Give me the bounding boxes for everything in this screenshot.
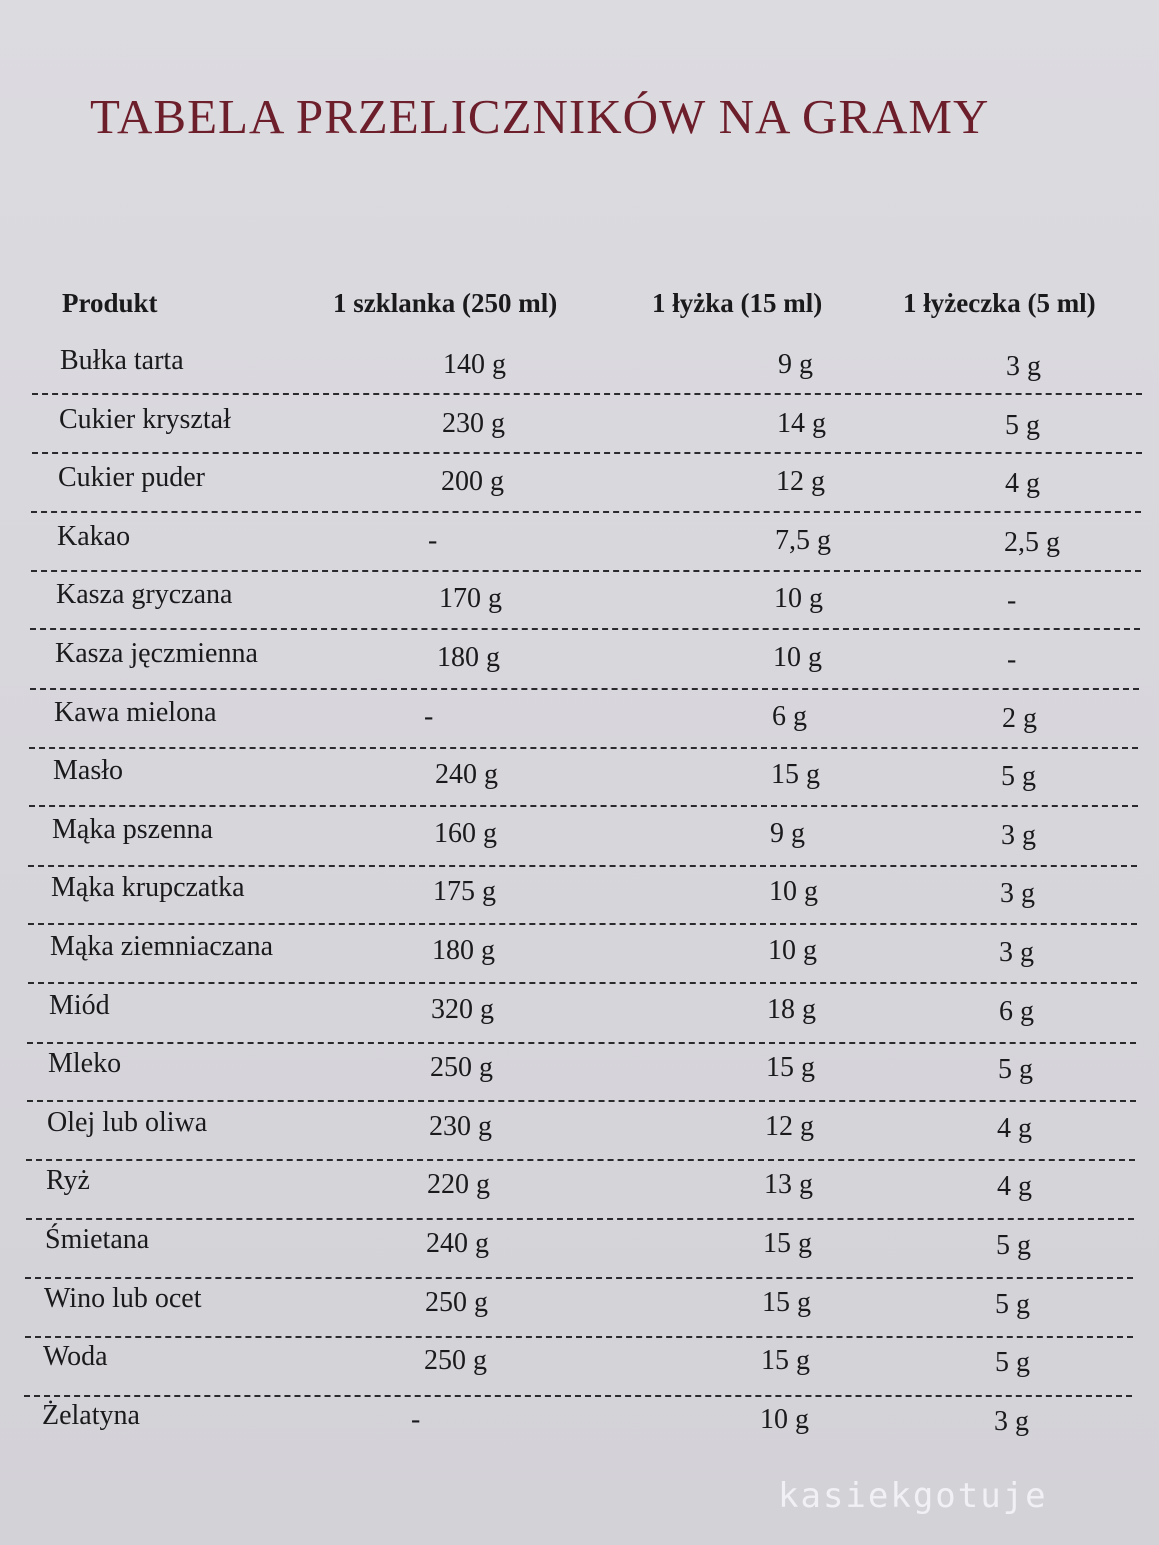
cell-tablespoon: 9 g <box>770 818 805 849</box>
table-row <box>0 1341 1159 1400</box>
cell-glass: - <box>424 701 434 732</box>
cell-product: Bułka tarta <box>60 345 184 376</box>
cell-teaspoon: 5 g <box>995 1347 1030 1378</box>
cell-teaspoon: - <box>1007 585 1017 616</box>
cell-glass: 180 g <box>437 642 500 673</box>
page-title: TABELA PRZELICZNIKÓW NA GRAMY <box>90 89 990 144</box>
cell-teaspoon: 4 g <box>1005 468 1040 499</box>
cell-teaspoon: 5 g <box>1005 410 1040 441</box>
column-header-glass: 1 szklanka (250 ml) <box>333 288 558 318</box>
cell-tablespoon: 10 g <box>774 583 823 614</box>
cell-product: Cukier kryształ <box>59 404 231 435</box>
cell-glass: 250 g <box>425 1287 488 1318</box>
cell-teaspoon: 5 g <box>996 1230 1031 1261</box>
cell-product: Mąka pszenna <box>52 814 213 845</box>
cell-glass: 220 g <box>427 1169 490 1200</box>
cell-product: Mleko <box>48 1048 122 1079</box>
cell-tablespoon: 15 g <box>762 1287 811 1318</box>
cell-teaspoon: - <box>1007 644 1017 675</box>
cell-product: Kawa mielona <box>54 697 217 728</box>
table-row <box>0 990 1159 1049</box>
cell-tablespoon: 10 g <box>769 876 818 907</box>
table-row <box>0 1283 1159 1342</box>
row-divider <box>26 1159 1135 1161</box>
cell-product: Masło <box>53 755 123 786</box>
column-header-product: Produkt <box>62 288 158 318</box>
row-divider <box>31 570 1141 572</box>
cell-teaspoon: 3 g <box>1000 878 1035 909</box>
cell-teaspoon: 3 g <box>1001 820 1036 851</box>
row-divider <box>31 511 1141 513</box>
table-row <box>0 1400 1159 1459</box>
row-divider <box>25 1336 1133 1338</box>
cell-teaspoon: 3 g <box>994 1406 1029 1437</box>
cell-teaspoon: 2 g <box>1002 703 1037 734</box>
cell-tablespoon: 15 g <box>763 1228 812 1259</box>
cell-glass: 170 g <box>439 583 502 614</box>
row-divider <box>29 747 1138 749</box>
cell-glass: 230 g <box>429 1111 492 1142</box>
cell-product: Mąka krupczatka <box>51 872 245 903</box>
cell-product: Śmietana <box>45 1224 150 1255</box>
cell-glass: - <box>411 1404 421 1435</box>
row-divider <box>29 805 1138 807</box>
cell-glass: 230 g <box>442 408 505 439</box>
cell-tablespoon: 10 g <box>768 935 817 966</box>
cell-teaspoon: 4 g <box>997 1171 1032 1202</box>
row-divider <box>27 1042 1136 1044</box>
cell-product: Żelatyna <box>42 1400 140 1431</box>
cell-tablespoon: 6 g <box>772 701 807 732</box>
cell-glass: 175 g <box>433 876 496 907</box>
cell-tablespoon: 18 g <box>767 994 816 1025</box>
table-row <box>0 1048 1159 1107</box>
cell-tablespoon: 12 g <box>776 466 825 497</box>
row-divider <box>30 628 1140 630</box>
cell-teaspoon: 3 g <box>999 937 1034 968</box>
row-divider <box>28 923 1137 925</box>
table-row <box>0 404 1159 463</box>
cell-tablespoon: 10 g <box>773 642 822 673</box>
cell-tablespoon: 9 g <box>778 349 813 380</box>
cell-tablespoon: 12 g <box>765 1111 814 1142</box>
column-header-teaspoon: 1 łyżeczka (5 ml) <box>903 288 1096 318</box>
row-divider <box>28 865 1137 867</box>
row-divider <box>32 452 1142 454</box>
cell-glass: 240 g <box>426 1228 489 1259</box>
cell-product: Cukier puder <box>58 462 205 493</box>
cell-teaspoon: 2,5 g <box>1004 527 1060 558</box>
cell-glass: 200 g <box>441 466 504 497</box>
row-divider <box>30 688 1139 690</box>
cell-tablespoon: 14 g <box>777 408 826 439</box>
cell-teaspoon: 5 g <box>995 1289 1030 1320</box>
cell-tablespoon: 10 g <box>760 1404 809 1435</box>
cell-product: Wino lub ocet <box>44 1283 202 1314</box>
cell-glass: - <box>428 525 438 556</box>
cell-glass: 240 g <box>435 759 498 790</box>
table-row <box>0 1224 1159 1283</box>
row-divider <box>32 393 1142 395</box>
row-divider <box>26 1218 1134 1220</box>
column-header-tablespoon: 1 łyżka (15 ml) <box>652 288 823 318</box>
row-divider <box>24 1395 1132 1397</box>
cell-product: Ryż <box>46 1165 90 1196</box>
cell-product: Woda <box>43 1341 108 1372</box>
cell-teaspoon: 3 g <box>1006 351 1041 382</box>
cell-product: Mąka ziemniaczana <box>50 931 274 962</box>
cell-glass: 320 g <box>431 994 494 1025</box>
cell-glass: 160 g <box>434 818 497 849</box>
cell-teaspoon: 6 g <box>999 996 1034 1027</box>
cell-tablespoon: 15 g <box>761 1345 810 1376</box>
table-row <box>0 1107 1159 1166</box>
cell-glass: 180 g <box>432 935 495 966</box>
cell-product: Kakao <box>57 521 131 552</box>
row-divider <box>27 1100 1136 1102</box>
table-row <box>0 345 1159 404</box>
watermark: kasiekgotuje <box>778 1476 1048 1516</box>
cell-product: Kasza gryczana <box>56 579 233 610</box>
cell-glass: 250 g <box>430 1052 493 1083</box>
row-divider <box>25 1277 1133 1279</box>
cell-tablespoon: 13 g <box>764 1169 813 1200</box>
cell-tablespoon: 15 g <box>771 759 820 790</box>
cell-tablespoon: 7,5 g <box>775 525 831 556</box>
cell-product: Miód <box>49 990 110 1021</box>
table-row <box>0 1165 1159 1224</box>
cell-teaspoon: 5 g <box>1001 761 1036 792</box>
cell-teaspoon: 5 g <box>998 1054 1033 1085</box>
cell-glass: 250 g <box>424 1345 487 1376</box>
cell-glass: 140 g <box>443 349 506 380</box>
cell-teaspoon: 4 g <box>997 1113 1032 1144</box>
row-divider <box>28 982 1137 984</box>
cell-product: Kasza jęczmienna <box>55 638 258 669</box>
cell-tablespoon: 15 g <box>766 1052 815 1083</box>
cell-product: Olej lub oliwa <box>47 1107 208 1138</box>
